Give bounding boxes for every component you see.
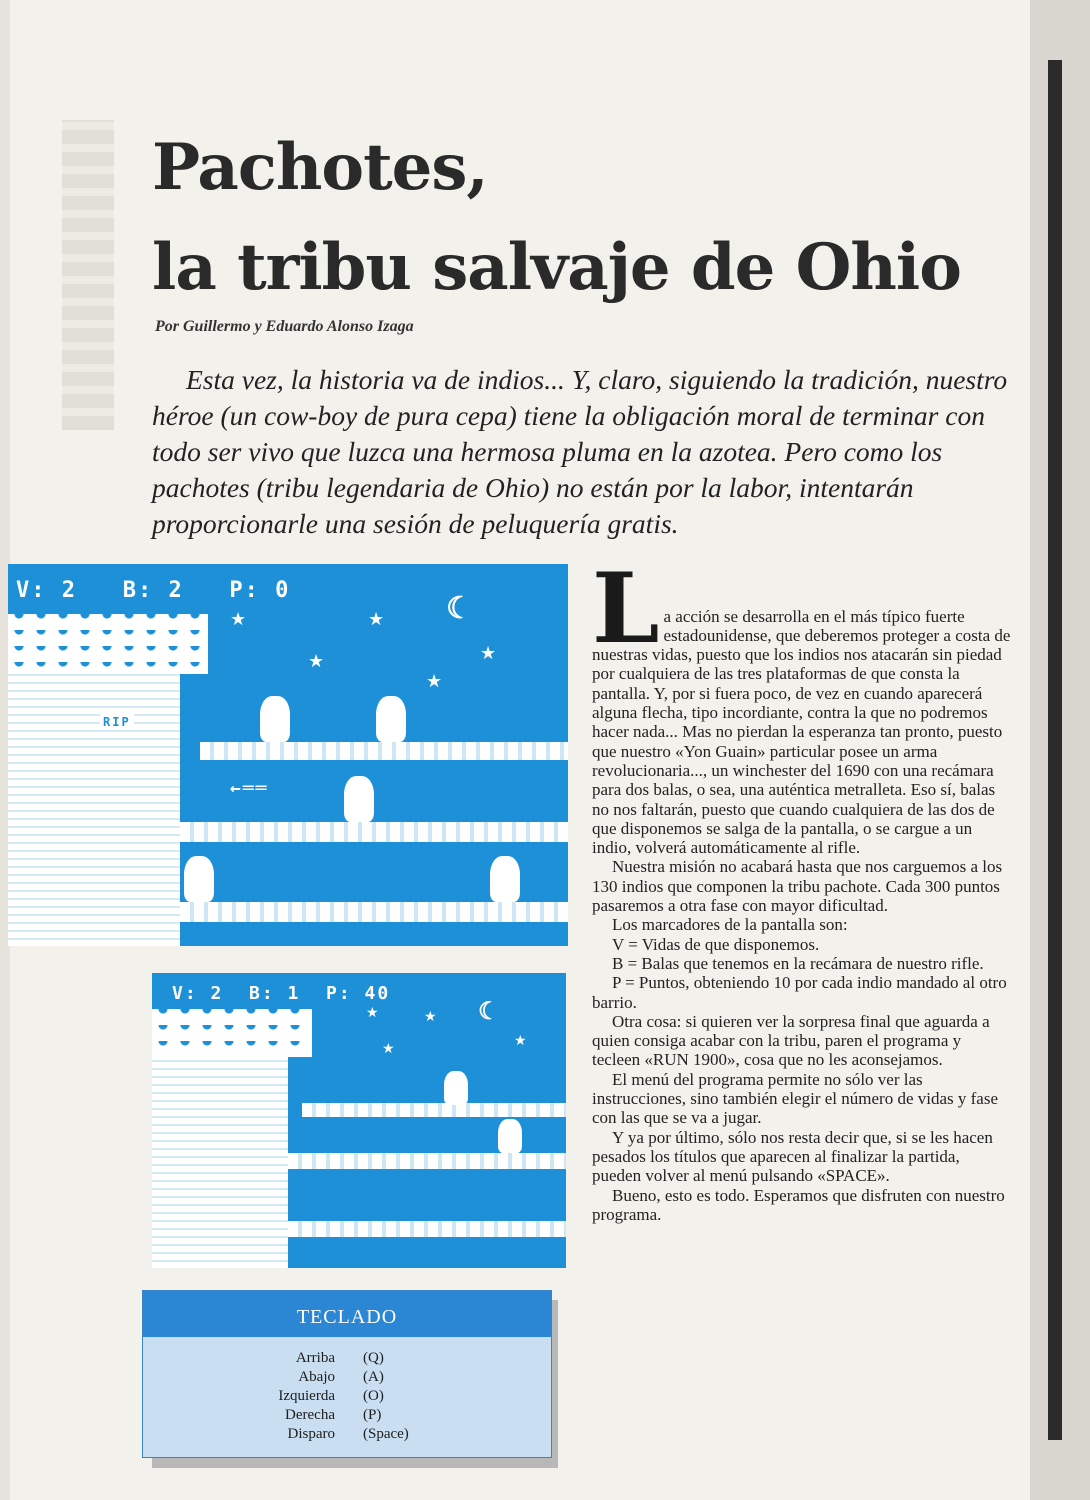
star-icon: ★ xyxy=(366,1006,379,1021)
game-screenshot-1 xyxy=(8,564,568,946)
key-binding: (Space) xyxy=(363,1426,409,1442)
byline: Por Guillermo y Eduardo Alonso Izaga xyxy=(155,318,414,335)
fort-roof xyxy=(8,614,208,674)
star-icon: ★ xyxy=(426,671,443,691)
body-paragraph-3: Los marcadores de la pantalla son: xyxy=(612,915,848,935)
binding-strip xyxy=(1048,60,1062,1440)
lower-platform xyxy=(288,1221,566,1237)
article-body xyxy=(592,552,1012,1224)
star-icon: ★ xyxy=(308,651,325,671)
indian-sprite xyxy=(184,856,214,902)
drop-cap: L xyxy=(592,552,660,665)
teclado-heading: TECLADO xyxy=(143,1291,551,1337)
fort-roof xyxy=(152,1009,312,1057)
key-binding: (A) xyxy=(363,1369,384,1385)
body-paragraph-5: B = Balas que tenemos en la recámara de nuestro rifle. xyxy=(612,953,984,973)
key-action: Izquierda xyxy=(278,1388,335,1404)
lead-text: Esta vez, la historia va de indios... Y, claro, siguiendo la tradición, nuestro héroe (un cow-boy de pura cepa) tiene la obligación moral de terminar con todo ser vivo que luzca una hermosa pluma en la azotea. Pero como los pachotes (tribu legendaria de Ohio) no están por la labor, intentarán proporcionarle una sesión de peluquería gratis. xyxy=(152,364,1008,539)
indian-sprite xyxy=(260,696,290,742)
lower-platform xyxy=(180,902,568,922)
moon-icon: ☾ xyxy=(478,999,500,1025)
article-title xyxy=(152,118,1012,318)
arrow-icon: ←══ xyxy=(230,778,269,799)
star-icon: ★ xyxy=(514,1034,527,1049)
key-binding: (O) xyxy=(363,1388,384,1404)
middle-platform xyxy=(288,1153,566,1169)
body-paragraph-9: Y ya por último, sólo nos resta decir que, si se les hacen pesados los títulos que aparecen al finalizar la partida, pueden volver al menú pulsando «SPACE». xyxy=(592,1127,993,1186)
hud-readout: V: 2 B: 1 P: 40 xyxy=(172,983,391,1004)
key-action: Disparo xyxy=(287,1426,335,1442)
star-icon: ★ xyxy=(368,609,385,629)
hud-readout: V: 2 B: 2 P: 0 xyxy=(16,578,291,603)
key-action: Derecha xyxy=(285,1407,335,1423)
indian-sprite xyxy=(498,1119,522,1153)
teclado-box xyxy=(142,1290,552,1458)
star-icon: ★ xyxy=(480,643,497,663)
star-icon: ★ xyxy=(424,1010,437,1025)
key-binding: (P) xyxy=(363,1407,382,1423)
fort-wall xyxy=(152,1057,288,1268)
body-paragraph-4: V = Vidas de que disponemos. xyxy=(612,934,820,954)
body-paragraph-8: El menú del programa permite no sólo ver las instrucciones, sino también elegir el número de vidas y fase con las que se va a jugar. xyxy=(592,1069,998,1128)
indian-sprite xyxy=(376,696,406,742)
game-screenshot-2 xyxy=(152,973,566,1268)
body-paragraph-6: P = Puntos, obteniendo 10 por cada indio mandado al otro barrio. xyxy=(592,973,1007,1012)
rip-sign: RIP xyxy=(100,714,134,730)
middle-platform xyxy=(180,822,568,842)
title-line-2: la tribu salvaje de Ohio xyxy=(152,230,961,305)
upper-platform xyxy=(302,1103,566,1117)
star-icon: ★ xyxy=(230,609,247,629)
lead-paragraph xyxy=(152,362,1012,542)
indian-sprite xyxy=(444,1071,468,1105)
star-icon: ★ xyxy=(382,1042,395,1057)
body-paragraph-1 xyxy=(592,552,1012,858)
upper-platform xyxy=(200,742,568,760)
title-line-1: Pachotes, xyxy=(152,130,488,205)
key-action: Abajo xyxy=(298,1369,335,1385)
fort-wall xyxy=(8,674,180,946)
body-paragraph-1-text: a acción se desarrolla en el más típico fuerte estadounidense, que deberemos proteger a costa de nuestras vidas, puesto que los indios nos atacarán sin piedad por cualquiera de las tres plataformas de que consta la pantalla. Y, por si fuera poco, de vez en cuando aparecerá alguna flecha, tipo incordiante, contra la que no podremos hacer nada... Mas no pierdan la esperanza tan pronto, puesto que nuestro «Yon Guain» particular posee un arma revolucionaria..., un winchester del 1690 con una recámara para dos balas, o sea, una auténtica metralleta. Eso sí, balas no nos faltarán, puesto que cuando cualquiera de las dos de que disponemos se salga de la pantalla, o se cargue a un indio, volverá automáticamente al rifle. xyxy=(592,606,1011,858)
body-paragraph-7: Otra cosa: si quieren ver la sorpresa final que aguarda a quien consiga acabar con la tribu, paren el programa y tecleen «RUN 1900», cosa que no les aconsejamos. xyxy=(592,1011,990,1070)
indian-sprite xyxy=(344,776,374,822)
key-action: Arriba xyxy=(295,1350,335,1366)
moon-icon: ☾ xyxy=(446,592,473,625)
indian-sprite xyxy=(490,856,520,902)
body-paragraph-10: Bueno, esto es todo. Esperamos que disfruten con nuestro programa. xyxy=(592,1185,1005,1224)
key-binding: (Q) xyxy=(363,1350,384,1366)
body-paragraph-2: Nuestra misión no acabará hasta que nos carguemos a los 130 indios que componen la tribu pachote. Cada 300 puntos pasaremos a otra fase con mayor dificultad. xyxy=(592,857,1003,916)
show-through-side-banner xyxy=(62,120,114,430)
